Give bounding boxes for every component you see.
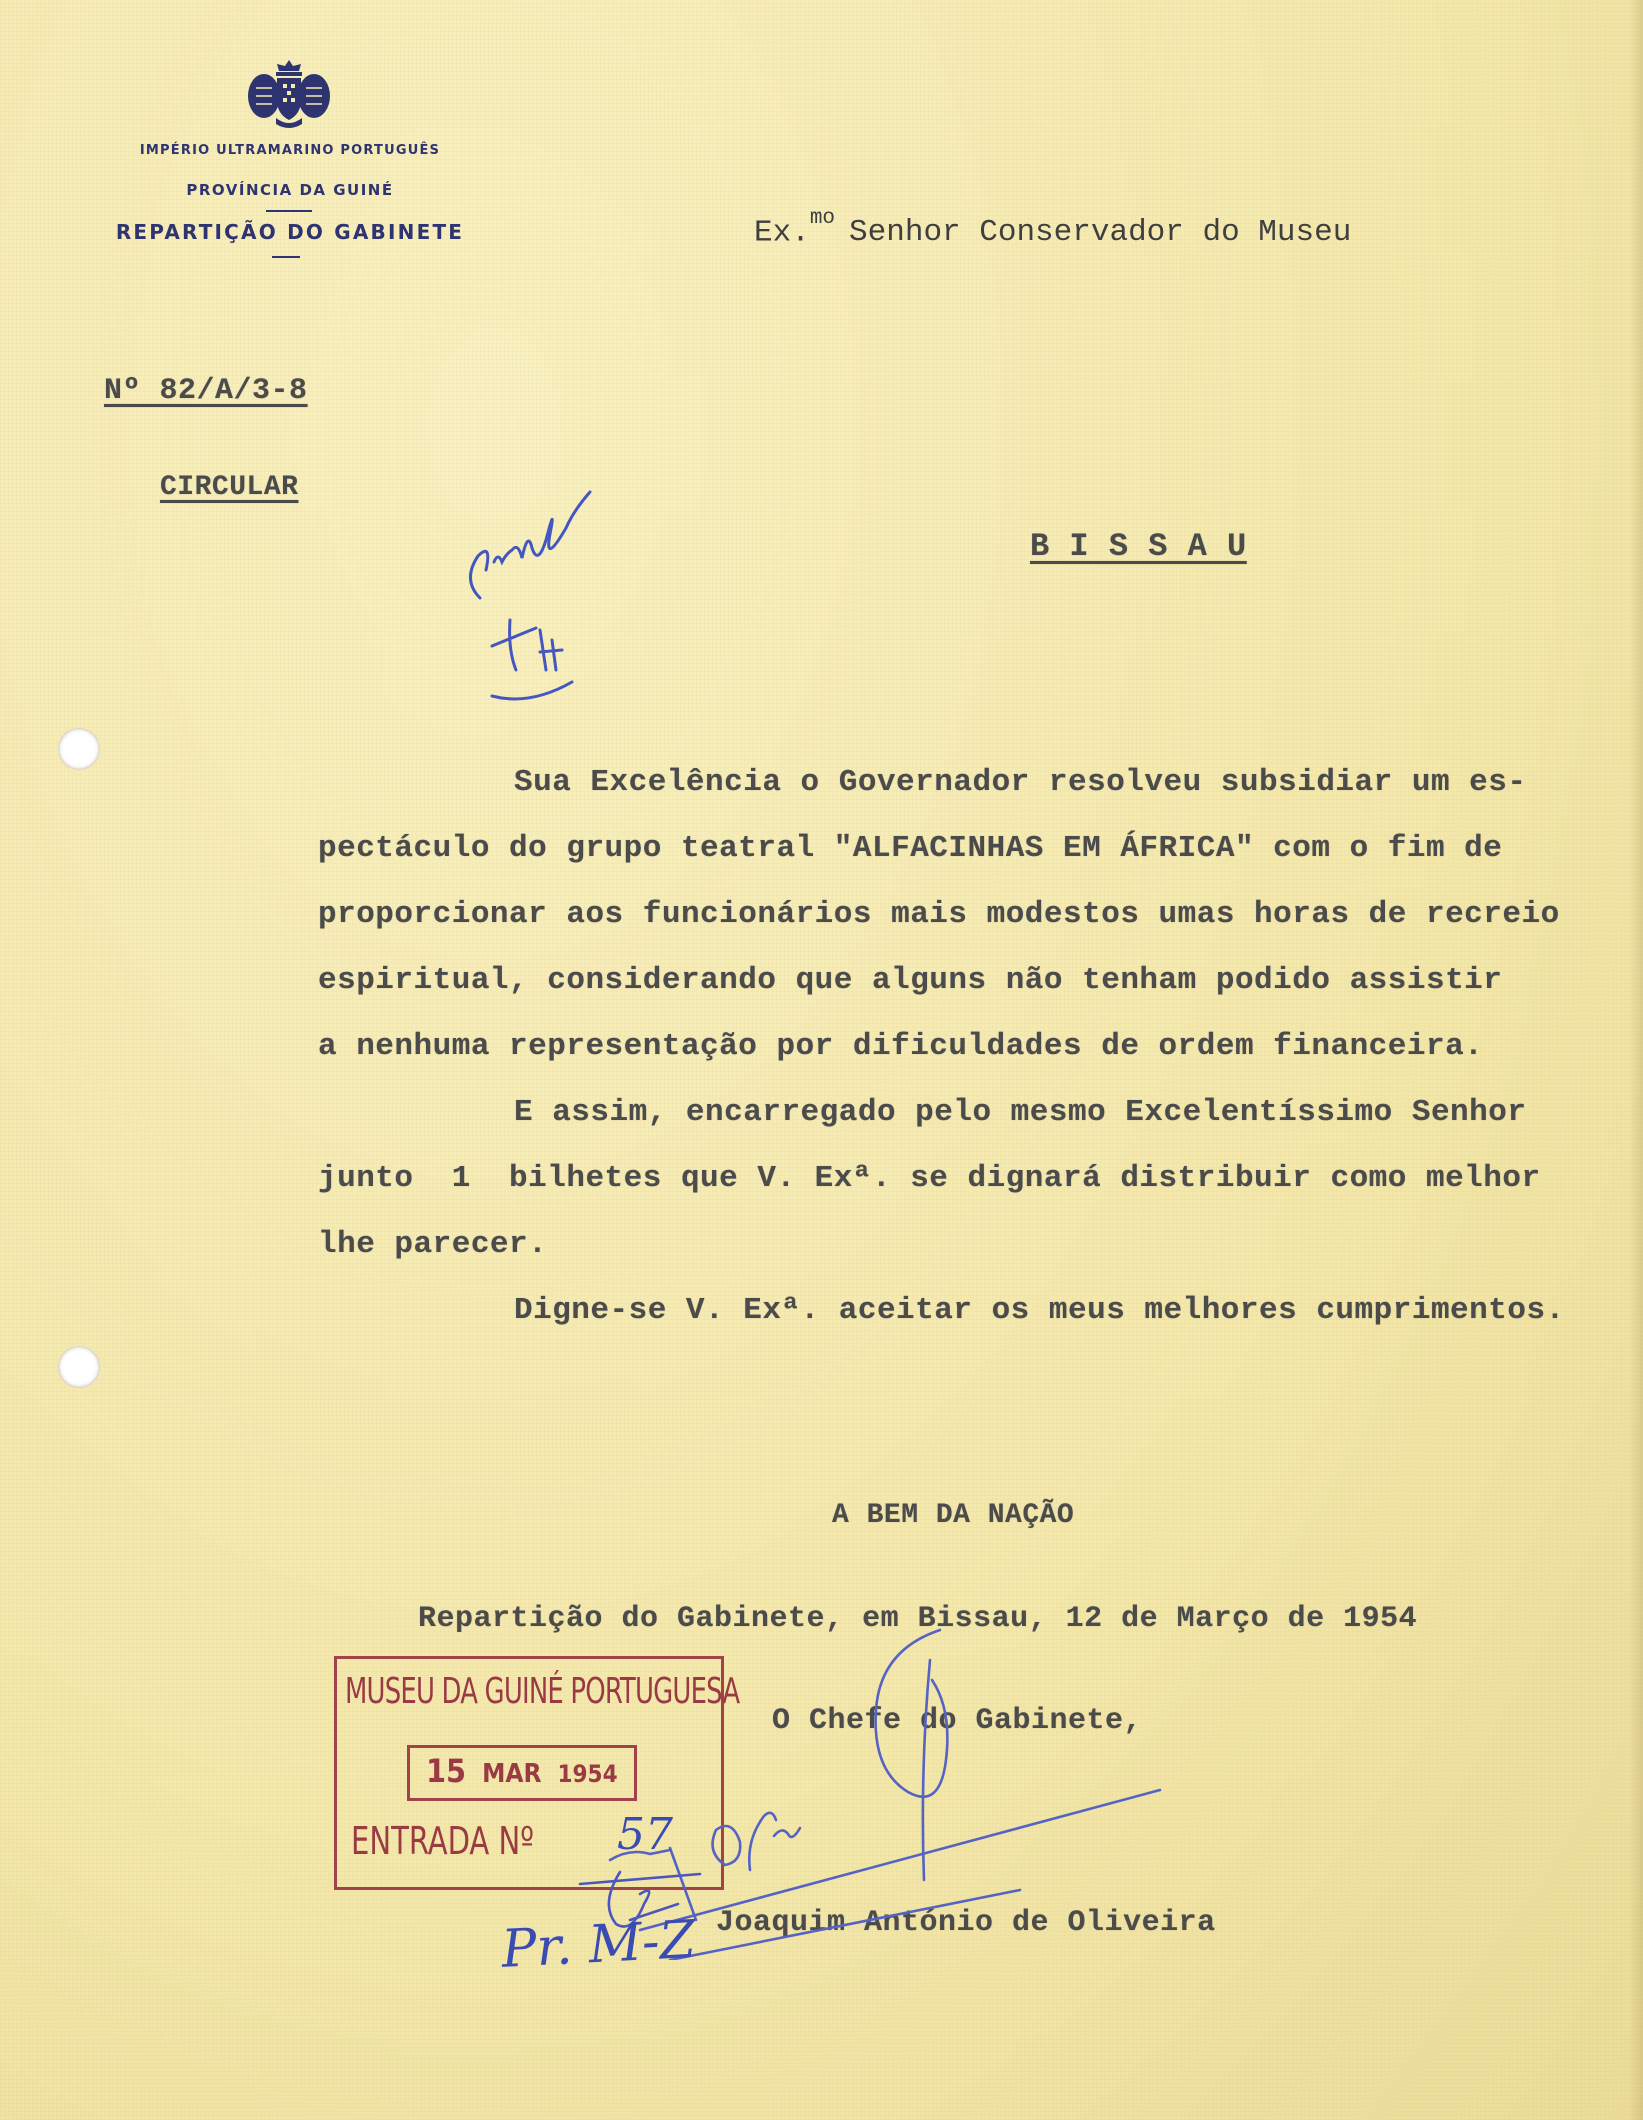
paper-edge-shadow [1629,0,1643,2120]
body-line-6: E assim, encarregado pelo mesmo Excelentíssimo Senhor [514,1095,1527,1130]
punch-hole-bottom [58,1346,100,1388]
body-line-1: Sua Excelência o Governador resolveu subsidiar um es- [514,765,1527,800]
body-line-3: proporcionar aos funcionários mais modestos umas horas de recreio [318,897,1560,932]
handwritten-note [440,470,660,720]
body-line-8: lhe parecer. [318,1227,548,1262]
stamp-date-month: MAR [482,1759,542,1789]
body-line-5: a nenhuma representação por dificuldades de ordem financeira. [318,1029,1484,1064]
body-line-4: espiritual, considerando que alguns não tenham podido assistir [318,963,1503,998]
handwritten-annotation: Pr. M-Z [500,1909,698,1980]
header-empire: IMPÉRIO ULTRAMARINO PORTUGUÊS [139,143,441,158]
stamp-date-day: 15 [426,1752,467,1790]
body-line-2: pectáculo do grupo teatral "ALFACINHAS EM ÁFRICA" com o fim de [318,831,1503,866]
location-title: B I S S A U [1030,528,1247,565]
header-divider-small [272,256,300,258]
closing-name: Joaquim António de Oliveira [716,1906,1216,1940]
stamp-entry-number: 57 [617,1809,673,1860]
addressee-text: Senhor Conservador do Museu [849,215,1352,251]
coat-of-arms-icon [246,58,332,130]
punch-hole-top [58,728,100,770]
body-paragraph [318,750,1618,1344]
addressee-prefix: Ex. [754,215,810,251]
addressee-superscript: mo [809,207,836,230]
header-divider [266,210,312,212]
stamp-entry-label: ENTRADA Nº [351,1819,534,1863]
addressee [754,207,1352,251]
body-line-9: Digne-se V. Exª. aceitar os meus melhores cumprimentos. [514,1293,1565,1328]
stamp-date-year: 1954 [557,1760,618,1788]
header-department: REPARTIÇÃO DO GABINETE [115,220,465,244]
reference-number: Nº 82/A/3-8 [104,374,308,408]
closing-place-date: Repartição do Gabinete, em Bissau, 12 de Março de 1954 [418,1602,1418,1636]
stamp-museum-name: MUSEU DA GUINÉ PORTUGUESA [345,1671,740,1712]
closing-motto: A BEM DA NAÇÃO [832,1500,1075,1531]
reference-type: CIRCULAR [160,472,299,503]
closing-role: O Chefe do Gabinete, [772,1704,1143,1738]
header-province: PROVÍNCIA DA GUINÉ [186,181,394,199]
body-line-7: junto 1 bilhetes que V. Exª. se dignará distribuir como melhor [318,1161,1541,1196]
